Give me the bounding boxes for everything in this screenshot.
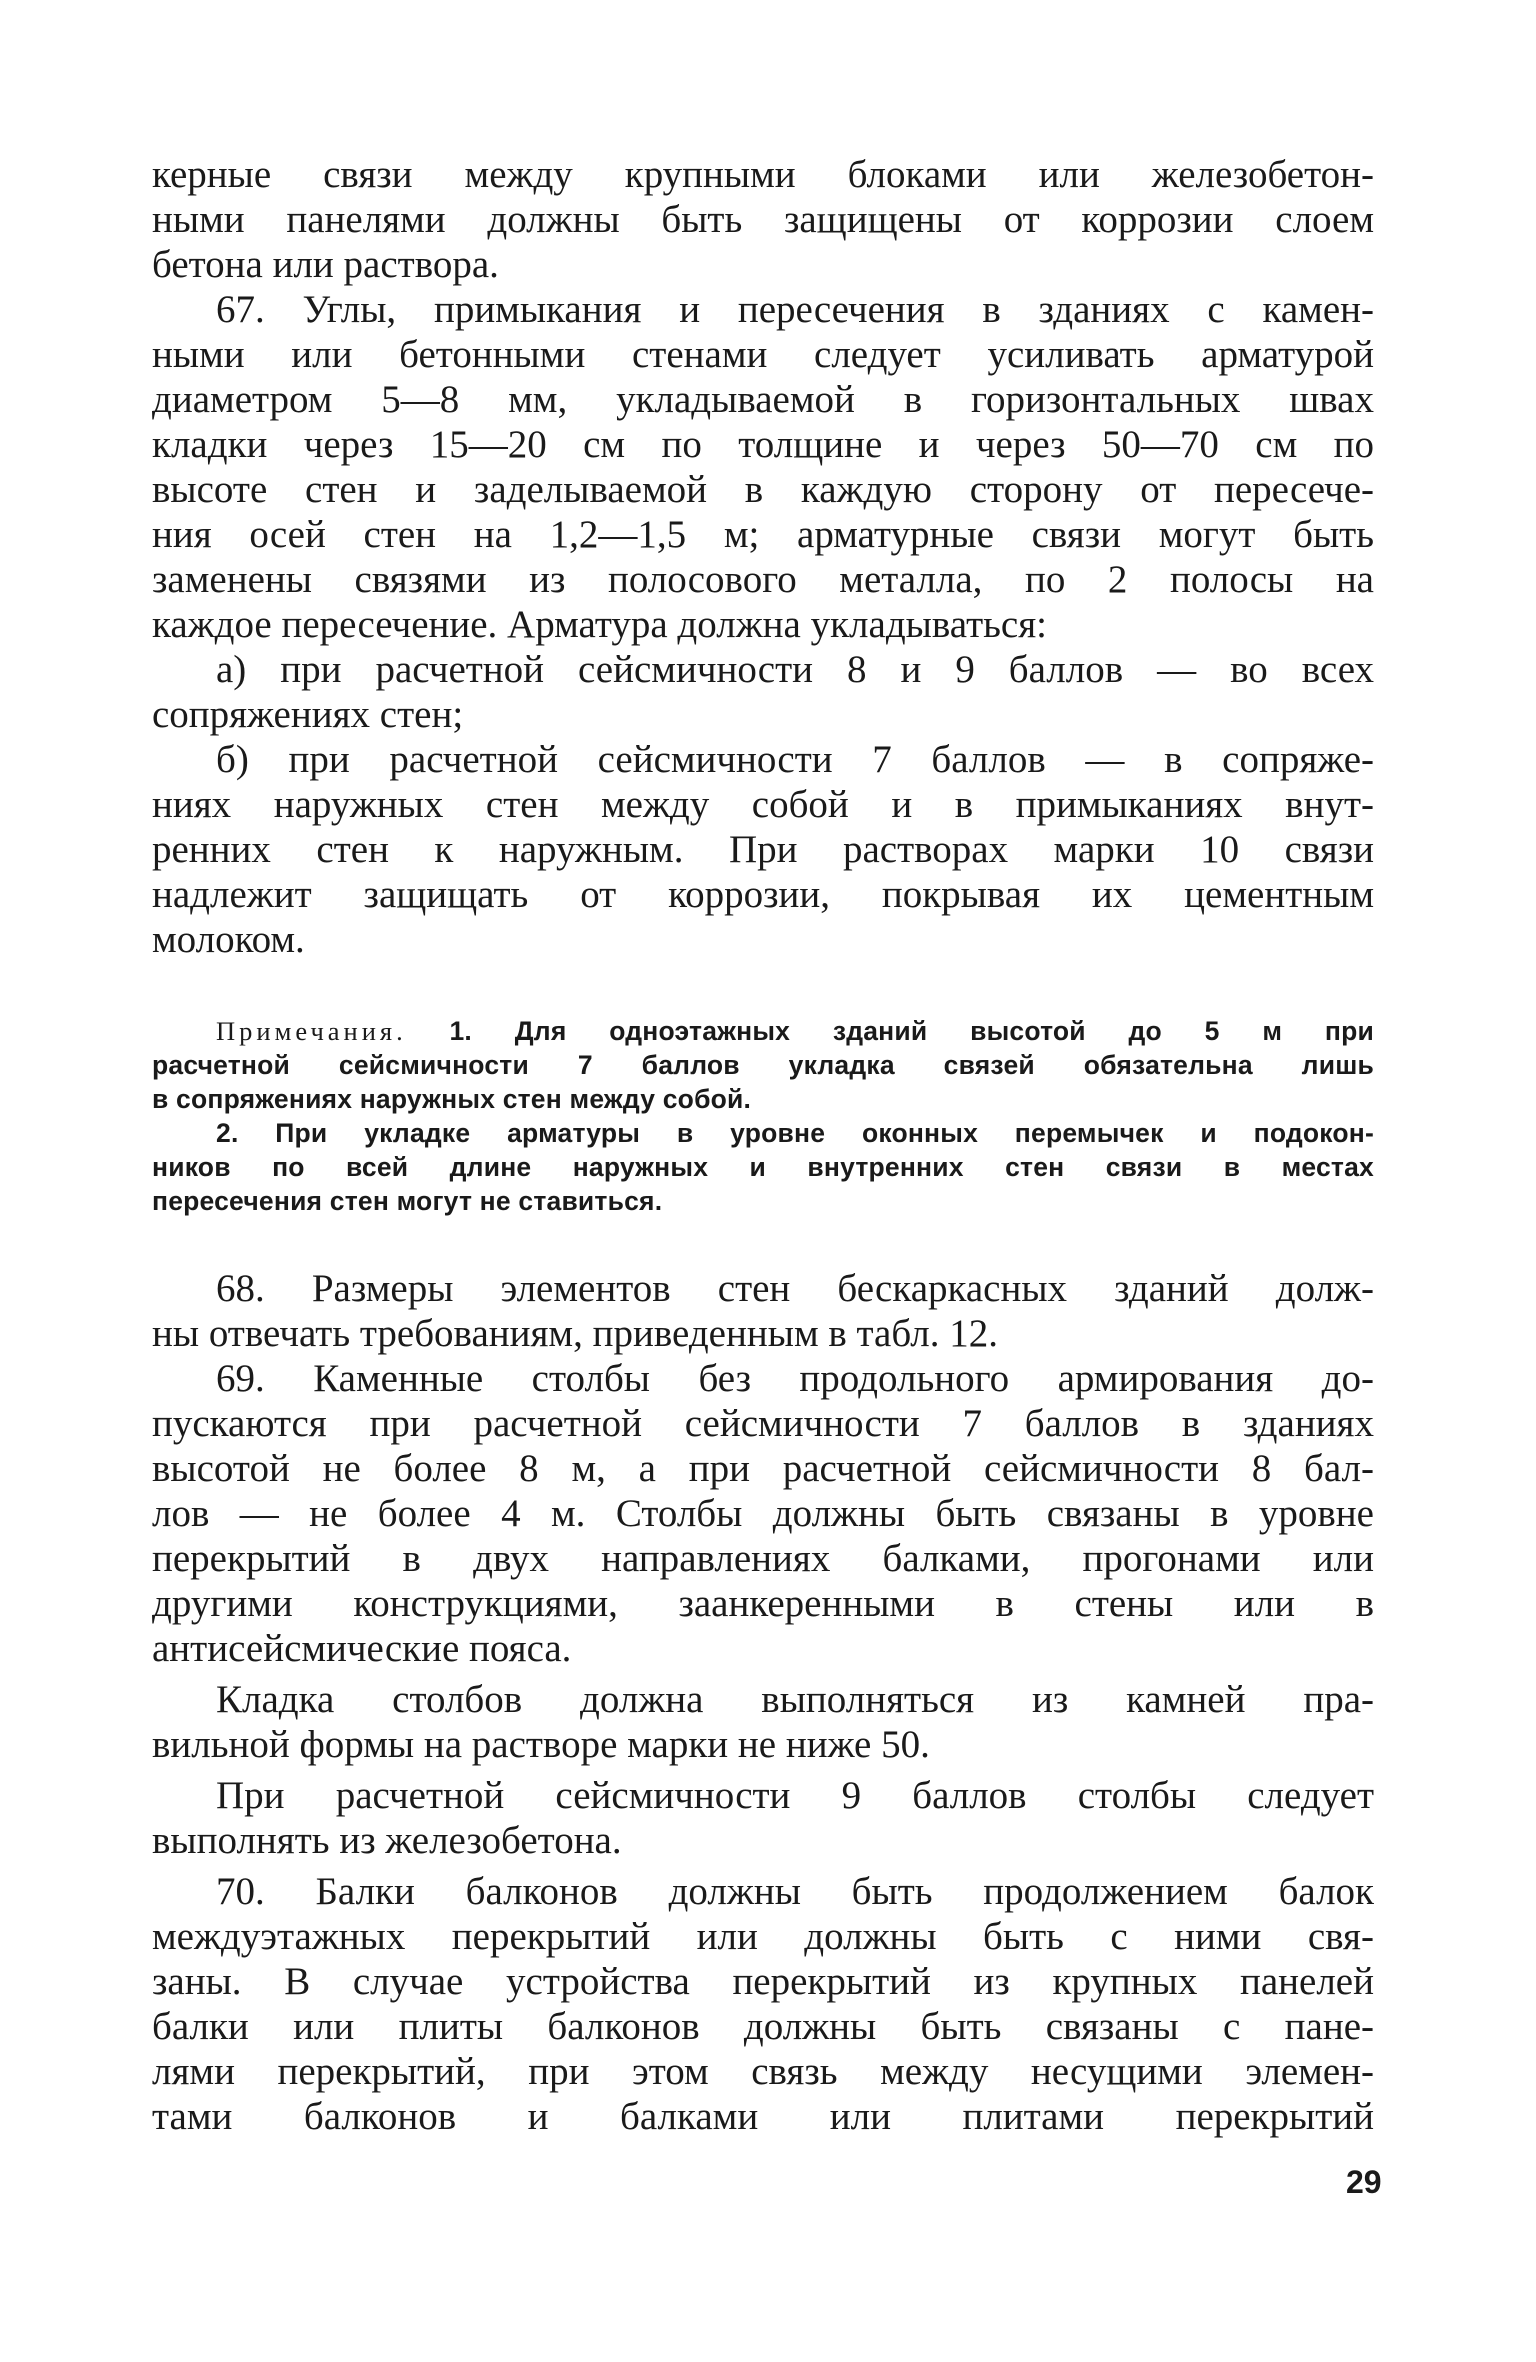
text-line: выполнять из железобетона. [152, 1819, 622, 1862]
note-text: 1. Для одноэтажных зданий высотой до 5 м при [449, 1016, 1374, 1046]
list-item-b [152, 737, 1374, 962]
note-1-first-line [152, 1014, 1374, 1048]
text-line: каждое пересечение. Арматура должна укладываться: [152, 603, 1047, 646]
text-line: Кладка столбов должна выполняться из камней пра- [216, 1678, 1374, 1721]
text-line: вильной формы на растворе марки не ниже 50. [152, 1723, 930, 1766]
paragraph-67 [152, 287, 1374, 647]
text-line: При расчетной сейсмичности 9 баллов столбы следует [216, 1774, 1374, 1817]
text-line: ния осей стен на 1,2—1,5 м; арматурные связи могут быть [152, 513, 1374, 556]
text-line: диаметром 5—8 мм, укладываемой в горизонтальных швах [152, 378, 1374, 421]
text-line: заны. В случае устройства перекрытий из крупных панелей [152, 1960, 1374, 2003]
text-line: перекрытий в двух направлениях балками, прогонами или [152, 1537, 1374, 1580]
notes-block [152, 1014, 1374, 1218]
text-line: сопряжениях стен; [152, 693, 464, 736]
text-line: 2. При укладке арматуры в уровне оконных перемычек и подокон- [216, 1118, 1374, 1148]
paragraph-70 [152, 1869, 1374, 2139]
paragraph-68 [152, 1266, 1374, 1356]
text-line: а) при расчетной сейсмичности 8 и 9 баллов — во всех [216, 648, 1374, 691]
text-line: лями перекрытий, при этом связь между несущими элемен- [152, 2050, 1374, 2093]
text-line: бетона или раствора. [152, 243, 499, 286]
text-line: б) при расчетной сейсмичности 7 баллов — в сопряже- [216, 738, 1374, 781]
text-line: молоком. [152, 918, 305, 961]
text-line: лов — не более 4 м. Столбы должны быть связаны в уровне [152, 1492, 1374, 1535]
page-number: 29 [1346, 2164, 1382, 2200]
page-body [152, 152, 1374, 2139]
text-line: пересечения стен могут не ставиться. [152, 1186, 663, 1216]
text-line: в сопряжениях наружных стен между собой. [152, 1084, 752, 1114]
text-line: высотой не более 8 м, а при расчетной сейсмичности 8 бал- [152, 1447, 1374, 1490]
text-line: кладки через 15—20 см по толщине и через 50—70 см по [152, 423, 1374, 466]
notes-heading: Примечания. [216, 1016, 407, 1046]
paragraph-69-masonry [152, 1677, 1374, 1767]
text-line: ников по всей длине наружных и внутренних стен связи в местах [152, 1152, 1374, 1182]
paragraph-continuation [152, 152, 1374, 287]
text-line: керные связи между крупными блоками или железобетон- [152, 153, 1374, 196]
text-line: 69. Каменные столбы без продольного армирования до- [216, 1357, 1374, 1400]
paragraph-69 [152, 1356, 1374, 1671]
text-line: ниях наружных стен между собой и в примыканиях внут- [152, 783, 1374, 826]
text-line: надлежит защищать от коррозии, покрывая их цементным [152, 873, 1374, 916]
text-line: высоте стен и заделываемой в каждую сторону от пересече- [152, 468, 1374, 511]
text-line: ны отвечать требованиям, приведенным в табл. 12. [152, 1312, 998, 1355]
text-line: 67. Углы, примыкания и пересечения в зданиях с камен- [216, 288, 1374, 331]
text-line: пускаются при расчетной сейсмичности 7 баллов в зданиях [152, 1402, 1374, 1445]
text-line: ренних стен к наружным. При растворах марки 10 связи [152, 828, 1374, 871]
text-line: ными или бетонными стенами следует усиливать арматурой [152, 333, 1374, 376]
paragraph-69-seismic9 [152, 1773, 1374, 1863]
text-line: 70. Балки балконов должны быть продолжением балок [216, 1870, 1374, 1913]
list-item-a [152, 647, 1374, 737]
text-line: тами балконов и балками или плитами перекрытий [152, 2095, 1374, 2138]
text-line: расчетной сейсмичности 7 баллов укладка связей обязательна лишь [152, 1050, 1374, 1080]
text-line: ными панелями должны быть защищены от коррозии слоем [152, 198, 1374, 241]
text-line: антисейсмические пояса. [152, 1627, 572, 1670]
text-line: балки или плиты балконов должны быть связаны с пане- [152, 2005, 1374, 2048]
section-68-70 [152, 1266, 1374, 2139]
text-line: заменены связями из полосового металла, по 2 полосы на [152, 558, 1374, 601]
text-line: другими конструкциями, заанкеренными в стены или в [152, 1582, 1374, 1625]
text-line: 68. Размеры элементов стен бескаркасных зданий долж- [216, 1267, 1374, 1310]
text-line: междуэтажных перекрытий или должны быть с ними свя- [152, 1915, 1374, 1958]
